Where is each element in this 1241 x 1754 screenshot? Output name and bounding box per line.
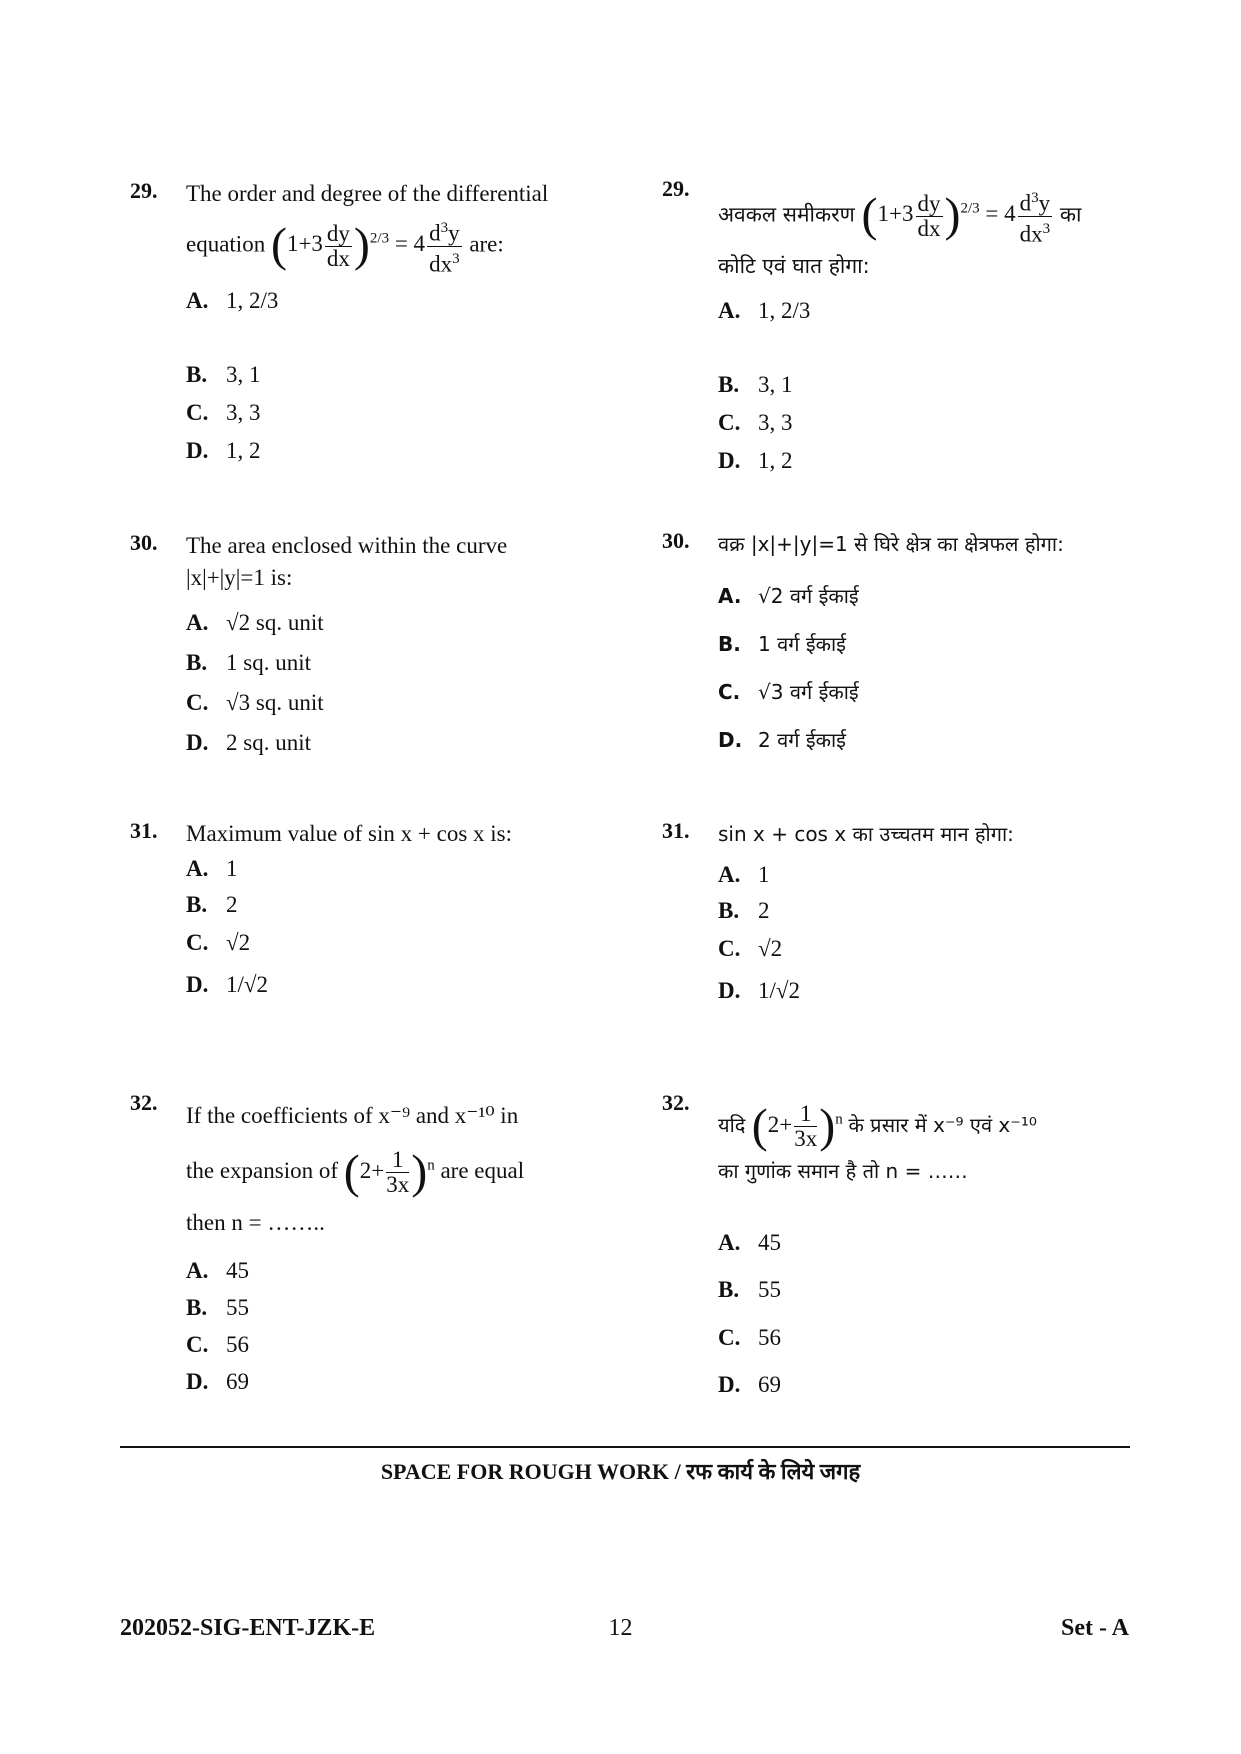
option-a: A. 45 (718, 1230, 781, 1255)
option-b: B. 3, 1 (186, 362, 261, 387)
question-text: Maximum value of sin x + cos x is: (186, 821, 512, 846)
option-a: A. 1, 2/3 (186, 288, 279, 313)
option-a: A. 1 (718, 862, 770, 887)
set-label: Set - A (1061, 1615, 1129, 1641)
question-number: 32. (662, 1090, 690, 1115)
expansion-line: the expansion of (2+ $\frac{1}{3x}$ )$^n$ are equal (186, 1145, 525, 1199)
option-b: B. 55 (186, 1295, 249, 1320)
question-number: 31. (662, 818, 690, 843)
differential-equation: (1+3 $\frac{dy}{dx}$ )$^{2/3}$ = 4 $\frac{d^3y}{dx^3}$ (862, 201, 1060, 226)
option-c: C. 3, 3 (718, 410, 793, 435)
option-c: C. √3 sq. unit (186, 690, 324, 715)
option-a: A. √2 वर्ग ईकाई (718, 584, 859, 608)
option-d: D. 1/√2 (718, 978, 801, 1003)
option-d: D. 1, 2 (718, 448, 793, 473)
question-number: 29. (130, 178, 158, 203)
option-d: D. 2 sq. unit (186, 730, 311, 755)
option-c: C. 3, 3 (186, 400, 261, 425)
option-c: C. √3 वर्ग ईकाई (718, 680, 859, 704)
option-a: A. 1 (186, 856, 238, 881)
option-d: D. 69 (186, 1369, 249, 1394)
equation-line: equation (1+3 $\frac{dy}{dx}$ )$^{2/3}$ = 4 $\frac{d^3y}{dx^3}$ are: (186, 216, 586, 276)
option-c: C. √2 (186, 930, 251, 955)
question-text-3: then n = …….. (186, 1210, 325, 1235)
question-number: 30. (662, 528, 690, 553)
binomial-expression: (2+ $\frac{1}{3x}$ )$^n$ (343, 1145, 435, 1199)
option-c: C. 56 (718, 1325, 781, 1350)
question-text-2: का गुणांक समान है तो n = …… (718, 1159, 968, 1183)
paper-code: 202052-SIG-ENT-JZK-E (120, 1615, 376, 1641)
option-a: A. √2 sq. unit (186, 610, 324, 635)
question-text-2: |x|+|y|=1 is: (186, 565, 293, 590)
option-d: D. 1/√2 (186, 972, 269, 997)
question-text: The area enclosed within the curve (186, 533, 508, 558)
question-text-2: कोटि एवं घात होगा: (718, 254, 870, 279)
differential-equation: (1+3 $\frac{dy}{dx}$ )$^{2/3}$ = 4 $\frac{d^3y}{dx^3}$ (271, 231, 469, 256)
page-number: 12 (608, 1615, 633, 1641)
option-c: C. √2 (718, 936, 783, 961)
equation-line: अवकल समीकरण (1+3 $\frac{dy}{dx}$ )$^{2/3}$ = 4 $\frac{d^3y}{dx^3}$ का (718, 186, 1118, 246)
option-a: A. 45 (186, 1258, 249, 1283)
option-b: B. 1 वर्ग ईकाई (718, 632, 846, 656)
question-text: The order and degree of the differential (186, 181, 549, 206)
option-b: B. 3, 1 (718, 372, 793, 397)
option-c: C. 56 (186, 1332, 249, 1357)
option-b: B. 2 (718, 898, 770, 923)
option-b: B. 2 (186, 892, 238, 917)
rough-work-heading: SPACE FOR ROUGH WORK / रफ कार्य के लिये जगह (380, 1459, 861, 1484)
question-number: 30. (130, 530, 158, 555)
expansion-line: यदि (2+ $\frac{1}{3x}$ )$^n$ के प्रसार में x⁻⁹ एवं x⁻¹⁰ (718, 1099, 1037, 1153)
question-number: 29. (662, 176, 690, 201)
question-text: sin x + cos x का उच्चतम मान होगा: (718, 822, 1014, 846)
option-a: A. 1, 2/3 (718, 298, 811, 323)
option-d: D. 1, 2 (186, 438, 261, 463)
binomial-expression: (2+ $\frac{1}{3x}$ )$^n$ (751, 1099, 843, 1153)
option-b: B. 1 sq. unit (186, 650, 311, 675)
question-number: 31. (130, 818, 158, 843)
rough-work-divider (120, 1446, 1130, 1448)
question-text: वक्र |x|+|y|=1 से घिरे क्षेत्र का क्षेत्रफल होगा: (718, 532, 1064, 556)
option-d: D. 2 वर्ग ईकाई (718, 728, 846, 752)
option-b: B. 55 (718, 1277, 781, 1302)
question-number: 32. (130, 1090, 158, 1115)
question-text: If the coefficients of x⁻⁹ and x⁻¹⁰ in (186, 1103, 519, 1128)
option-d: D. 69 (718, 1372, 781, 1397)
